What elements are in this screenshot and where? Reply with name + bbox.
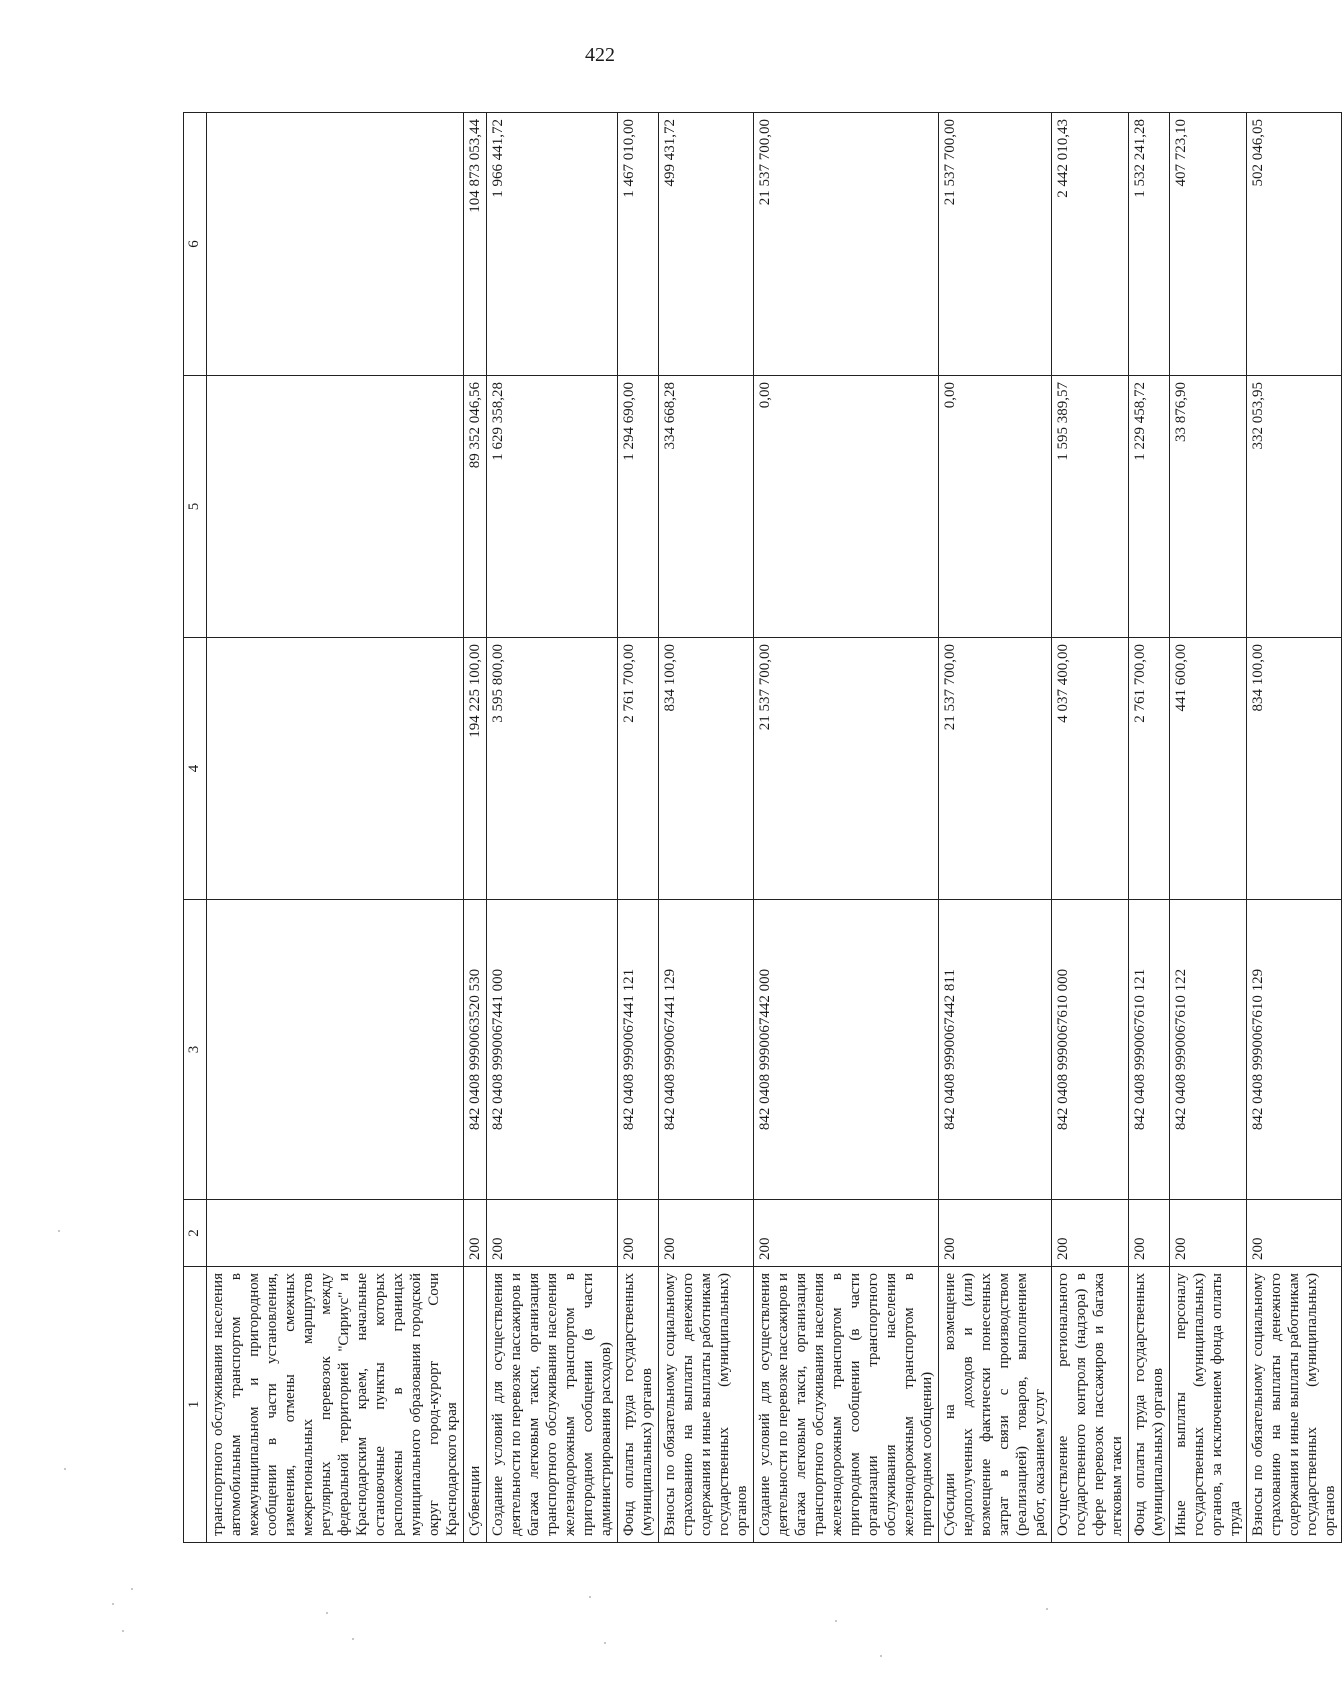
row-col2-cell: 200 xyxy=(464,1200,487,1267)
row-name-cell: Фонд оплаты труда государственных (муниципальных) органов xyxy=(1129,1267,1170,1543)
header-cell: 5 xyxy=(184,376,207,638)
table-row xyxy=(1170,113,1247,1543)
remaining-amount-cell xyxy=(207,113,464,376)
budget-code-cell: 842 0408 9990067441 129 xyxy=(659,900,754,1200)
budget-execution-table xyxy=(183,112,1342,1543)
remaining-amount-cell: 1 966 441,72 xyxy=(487,113,618,376)
row-name-cell: транспортного обслуживания населения автомобильным транспортом в межмуниципальном и пригородном сообщении в части установления, изменения, отмены смежных межрегиональных маршрутов регулярных перевозок между федеральной территорией "Сириус" и Краснодарским краем, начальные остановочные пункты которых расположены в границах муниципального образования городской округ город-курорт Сочи Краснодарского края xyxy=(207,1267,464,1543)
plan-amount-cell: 194 225 100,00 xyxy=(464,638,487,900)
page-number: 422 xyxy=(585,44,615,66)
remaining-amount-cell: 502 046,05 xyxy=(1247,113,1342,376)
table-body xyxy=(184,113,1342,1543)
header-cell: 1 xyxy=(184,1267,207,1543)
table-row xyxy=(659,113,754,1543)
row-name-cell: Иные выплаты персоналу государственных (муниципальных) органов, за исключением фонда оплаты труда xyxy=(1170,1267,1247,1543)
row-name-cell: Создание условий для осуществления деятельности по перевозке пассажиров и багажа легковым такси, организация транспортного обслуживания населения железнодорожным транспортом в пригородном сообщении (в части организации транспортного обслуживания населения железнодорожным транспортом в пригородном сообщении) xyxy=(754,1267,939,1543)
remaining-amount-cell: 1 532 241,28 xyxy=(1129,113,1170,376)
plan-amount-cell: 834 100,00 xyxy=(659,638,754,900)
table-row xyxy=(618,113,659,1543)
row-col2-cell: 200 xyxy=(659,1200,754,1267)
executed-amount-cell: 0,00 xyxy=(939,376,1052,638)
plan-amount-cell: 2 761 700,00 xyxy=(1129,638,1170,900)
executed-amount-cell: 332 053,95 xyxy=(1247,376,1342,638)
row-col2-cell: 200 xyxy=(618,1200,659,1267)
row-col2-cell: 200 xyxy=(754,1200,939,1267)
header-cell: 4 xyxy=(184,638,207,900)
executed-amount-cell xyxy=(207,376,464,638)
executed-amount-cell: 89 352 046,56 xyxy=(464,376,487,638)
plan-amount-cell: 2 761 700,00 xyxy=(618,638,659,900)
remaining-amount-cell: 2 442 010,43 xyxy=(1052,113,1129,376)
table-row xyxy=(1129,113,1170,1543)
budget-code-cell: 842 0408 9990067610 122 xyxy=(1170,900,1247,1200)
row-col2-cell: 200 xyxy=(1129,1200,1170,1267)
executed-amount-cell: 1 595 389,57 xyxy=(1052,376,1129,638)
row-name-cell: Взносы по обязательному социальному страхованию на выплаты денежного содержания и иные выплаты работникам государственных (муниципальных) органов xyxy=(1247,1267,1342,1543)
executed-amount-cell: 0,00 xyxy=(754,376,939,638)
row-name-cell: Фонд оплаты труда государственных (муниципальных) органов xyxy=(618,1267,659,1543)
budget-code-cell xyxy=(207,900,464,1200)
row-name-cell: Осуществление регионального государственного контроля (надзора) в сфере перевозок пассажиров и багажа легковым такси xyxy=(1052,1267,1129,1543)
budget-code-cell: 842 0408 9990063520 530 xyxy=(464,900,487,1200)
budget-code-cell: 842 0408 9990067610 129 xyxy=(1247,900,1342,1200)
remaining-amount-cell: 21 537 700,00 xyxy=(939,113,1052,376)
row-name-cell: Создание условий для осуществления деятельности по перевозке пассажиров и багажа легковым такси, организация транспортного обслуживания населения железнодорожным транспортом в пригородном сообщении (в части администрирования расходов) xyxy=(487,1267,618,1543)
budget-code-cell: 842 0408 9990067610 000 xyxy=(1052,900,1129,1200)
table-row xyxy=(939,113,1052,1543)
row-col2-cell: 200 xyxy=(1170,1200,1247,1267)
table-row xyxy=(1247,113,1342,1543)
rotated-page-content xyxy=(183,113,1338,1543)
row-name-cell: Субвенции xyxy=(464,1267,487,1543)
row-name-cell: Субсидии на возмещение недополученных доходов и (или) возмещение фактически понесенных затрат в связи с производством (реализацией) товаров, выполнением работ, оказанием услуг xyxy=(939,1267,1052,1543)
executed-amount-cell: 334 668,28 xyxy=(659,376,754,638)
row-col2-cell: 200 xyxy=(487,1200,618,1267)
plan-amount-cell: 834 100,00 xyxy=(1247,638,1342,900)
remaining-amount-cell: 499 431,72 xyxy=(659,113,754,376)
plan-amount-cell: 21 537 700,00 xyxy=(754,638,939,900)
row-col2-cell: 200 xyxy=(939,1200,1052,1267)
header-cell: 3 xyxy=(184,900,207,1200)
remaining-amount-cell: 104 873 053,44 xyxy=(464,113,487,376)
header-cell: 6 xyxy=(184,113,207,376)
budget-code-cell: 842 0408 9990067442 000 xyxy=(754,900,939,1200)
budget-code-cell: 842 0408 9990067442 811 xyxy=(939,900,1052,1200)
row-col2-cell: 200 xyxy=(1247,1200,1342,1267)
executed-amount-cell: 1 629 358,28 xyxy=(487,376,618,638)
header-row xyxy=(184,113,207,1543)
plan-amount-cell: 21 537 700,00 xyxy=(939,638,1052,900)
plan-amount-cell: 3 595 800,00 xyxy=(487,638,618,900)
remaining-amount-cell: 1 467 010,00 xyxy=(618,113,659,376)
plan-amount-cell: 4 037 400,00 xyxy=(1052,638,1129,900)
remaining-amount-cell: 407 723,10 xyxy=(1170,113,1247,376)
row-col2-cell: 200 xyxy=(1052,1200,1129,1267)
executed-amount-cell: 1 229 458,72 xyxy=(1129,376,1170,638)
table-row xyxy=(464,113,487,1543)
row-col2-cell xyxy=(207,1200,464,1267)
table-row xyxy=(754,113,939,1543)
budget-code-cell: 842 0408 9990067441 000 xyxy=(487,900,618,1200)
remaining-amount-cell: 21 537 700,00 xyxy=(754,113,939,376)
rotated-table-container xyxy=(183,113,1338,1543)
row-name-cell: Взносы по обязательному социальному страхованию на выплаты денежного содержания и иные выплаты работникам государственных (муниципальных) органов xyxy=(659,1267,754,1543)
executed-amount-cell: 33 876,90 xyxy=(1170,376,1247,638)
budget-code-cell: 842 0408 9990067441 121 xyxy=(618,900,659,1200)
header-cell: 2 xyxy=(184,1200,207,1267)
budget-code-cell: 842 0408 9990067610 121 xyxy=(1129,900,1170,1200)
plan-amount-cell xyxy=(207,638,464,900)
executed-amount-cell: 1 294 690,00 xyxy=(618,376,659,638)
table-row xyxy=(1052,113,1129,1543)
table-row xyxy=(487,113,618,1543)
plan-amount-cell: 441 600,00 xyxy=(1170,638,1247,900)
table-row xyxy=(207,113,464,1543)
